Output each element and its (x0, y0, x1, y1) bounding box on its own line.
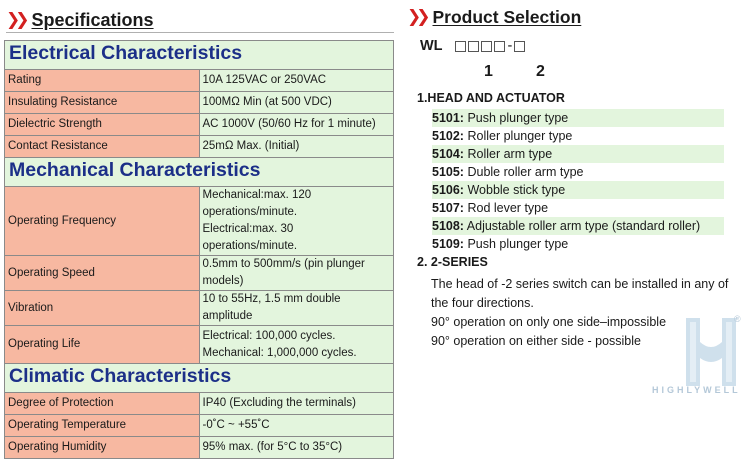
specifications-title (6, 9, 154, 31)
option-name: Adjustable roller arm type (standard roller) (466, 219, 701, 233)
option-code: 5101: (432, 111, 464, 125)
spec-value (199, 326, 394, 364)
option-code: 5107: (432, 201, 464, 215)
table-row (5, 415, 394, 437)
list-item (432, 235, 568, 253)
spec-value-line: Mechanical: 1,000,000 cycles. (202, 346, 357, 359)
code-box (494, 41, 505, 52)
table-row (5, 70, 394, 92)
list-item (432, 145, 552, 163)
spec-value: 0.5mm to 500mm/s (pin plunger models) (199, 256, 394, 291)
spec-value-line: Electrical:max. 30 operations/minute. (202, 223, 298, 252)
table-row (5, 393, 394, 415)
product-selection-title-text: Product Selection (432, 6, 582, 27)
option-name: Duble roller arm type (467, 165, 584, 179)
model-number-pattern (420, 38, 527, 54)
list-item (432, 217, 700, 235)
option-code: 5102: (432, 129, 464, 143)
spec-label: Insulating Resistance (5, 92, 200, 114)
option-code: 5106: (432, 183, 464, 197)
spec-label: Operating Humidity (5, 437, 200, 459)
option-code: 5109: (432, 237, 464, 251)
series-text-line: 90° operation on only one side–impossible (431, 315, 667, 329)
option-name: Roller arm type (467, 147, 553, 161)
series-text-line: The head of -2 series switch can be installed in any of (431, 277, 729, 291)
spec-value: IP40 (Excluding the terminals) (199, 393, 394, 415)
section-heading-electrical: Electrical Characteristics (9, 42, 243, 64)
table-row (5, 92, 394, 114)
list-item (432, 109, 568, 127)
spec-label: Operating Temperature (5, 415, 200, 437)
code-box (514, 41, 525, 52)
spec-value: -0˚C ~ +55˚C (199, 415, 394, 437)
head-actuator-heading: 1.HEAD AND ACTUATOR (417, 91, 565, 105)
spec-value-line: Mechanical:max. 120 operations/minute. (202, 189, 312, 218)
spec-value: 10A 125VAC or 250VAC (199, 70, 394, 92)
code-box (481, 41, 492, 52)
specifications-table (4, 40, 394, 459)
option-name: Rod lever type (467, 201, 549, 215)
specifications-title-text: Specifications (31, 9, 154, 30)
spec-value: 95% max. (for 5°C to 35°C) (199, 437, 394, 459)
option-name: Push plunger type (467, 111, 569, 125)
highlywell-logo-icon (680, 312, 742, 390)
position-number-1: 1 (484, 63, 493, 80)
series-text-line: 90° operation on either side - possible (431, 334, 641, 348)
list-item (432, 163, 583, 181)
table-row (5, 114, 394, 136)
section-heading-climatic: Climatic Characteristics (9, 365, 232, 387)
spec-label: Vibration (5, 291, 200, 326)
double-chevron-icon: ❯❯ (6, 10, 25, 30)
model-dash: - (507, 38, 513, 54)
spec-label: Dielectric Strength (5, 114, 200, 136)
spec-label: Degree of Protection (5, 393, 200, 415)
table-row (5, 187, 394, 256)
list-item (432, 181, 565, 199)
spec-value: 10 to 55Hz, 1.5 mm double amplitude (199, 291, 394, 326)
list-item (432, 199, 548, 217)
section-row-climatic (5, 364, 394, 393)
spec-label: Operating Speed (5, 256, 200, 291)
table-row (5, 291, 394, 326)
product-selection-title (407, 6, 581, 28)
section-heading-mechanical: Mechanical Characteristics (9, 159, 261, 181)
spec-value-line: Electrical: 100,000 cycles. (202, 329, 336, 342)
registered-mark: ® (734, 314, 741, 324)
option-name: Roller plunger type (467, 129, 573, 143)
spec-value: 25mΩ Max. (Initial) (199, 136, 394, 158)
option-name: Wobble stick type (467, 183, 566, 197)
double-chevron-icon: ❯❯ (407, 7, 426, 27)
code-box (455, 41, 466, 52)
option-code: 5108: (432, 219, 464, 233)
spec-value: AC 1000V (50/60 Hz for 1 minute) (199, 114, 394, 136)
table-row (5, 136, 394, 158)
spec-label: Contact Resistance (5, 136, 200, 158)
table-row (5, 437, 394, 459)
option-code: 5104: (432, 147, 464, 161)
option-name: Push plunger type (467, 237, 569, 251)
position-number-2: 2 (536, 63, 545, 80)
table-row (5, 256, 394, 291)
option-code: 5105: (432, 165, 464, 179)
logo-wordmark: HIGHLYWELL (652, 385, 741, 395)
spec-value (199, 187, 394, 256)
title-divider (6, 32, 394, 33)
list-item (432, 127, 572, 145)
spec-label: Operating Life (5, 326, 200, 364)
series-text-line: the four directions. (431, 296, 534, 310)
code-box (468, 41, 479, 52)
series-heading: 2. 2-SERIES (417, 255, 488, 269)
spec-value: 100MΩ Min (at 500 VDC) (199, 92, 394, 114)
section-row-electrical (5, 41, 394, 70)
table-row (5, 326, 394, 364)
section-row-mechanical (5, 158, 394, 187)
spec-label: Rating (5, 70, 200, 92)
model-code: WL (420, 38, 443, 54)
spec-label: Operating Frequency (5, 187, 200, 256)
